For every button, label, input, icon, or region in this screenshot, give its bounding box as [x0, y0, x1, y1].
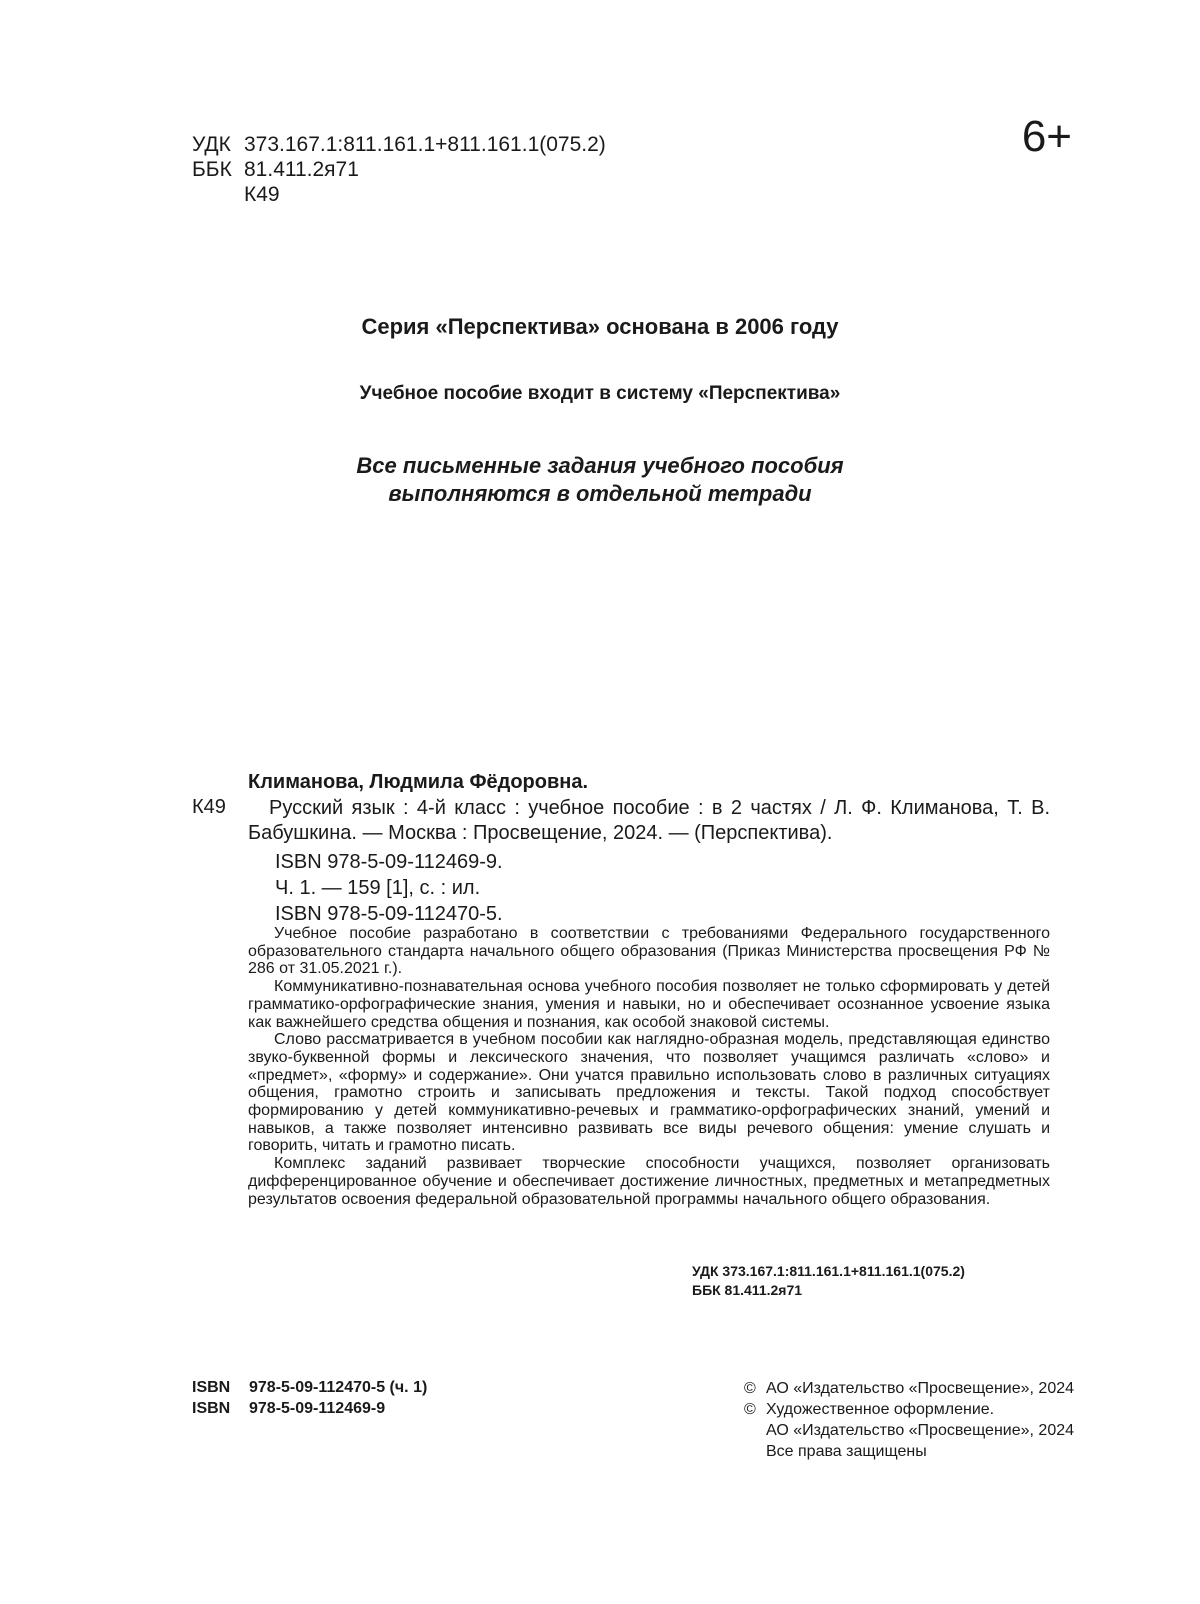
- copyright-symbol: [744, 1420, 766, 1441]
- bbk-code-row: [192, 157, 606, 182]
- isbn-row: [192, 1398, 427, 1419]
- bbk-label: ББК: [192, 158, 232, 181]
- copyright-symbol: [744, 1441, 766, 1462]
- udc-label: УДК: [192, 133, 231, 156]
- copyright-block: [744, 1378, 1074, 1462]
- classification-codes: [192, 132, 606, 207]
- bbk-value: 81.411.2я71: [244, 158, 359, 181]
- bibliographic-record-text: Русский язык : 4-й класс : учебное пособие : в 2 частях / Л. Ф. Климанова, Т. В. Бабушкина. — Москва : Просвещение, 2024. — (Перспектива).: [248, 797, 1050, 844]
- author-cipher-row: [192, 182, 606, 207]
- isbn-lines: [275, 849, 503, 927]
- bbk-summary: ББК 81.411.2я71: [692, 1282, 803, 1298]
- system-line: Учебное пособие входит в систему «Перспектива»: [359, 383, 841, 404]
- author-cipher-label: [192, 182, 244, 207]
- isbn-part: ISBN 978-5-09-112470-5.: [275, 903, 503, 925]
- part-pages: Ч. 1. — 159 [1], с. : ил.: [275, 877, 481, 899]
- copyright-line: [744, 1378, 1074, 1399]
- isbn-label: ISBN: [192, 1379, 231, 1396]
- isbn-label: ISBN: [192, 1400, 231, 1417]
- isbn-value: 978-5-09-112470-5 (ч. 1): [249, 1379, 428, 1396]
- isbn-set: ISBN 978-5-09-112469-9.: [275, 851, 503, 873]
- annotation-paragraph: Учебное пособие разработано в соответствии с требованиями Федерального государственного образовательного стандарта начального общего образования (Приказ Министерства просвещения РФ № 286 от 31.05.2021 г.).: [248, 925, 1050, 978]
- udc-value: 373.167.1:811.161.1+811.161.1(075.2): [244, 133, 606, 156]
- series-line: Серия «Перспектива» основана в 2006 году: [361, 314, 839, 339]
- annotation-paragraph: Слово рассматривается в учебном пособии как наглядно-образная модель, представляющая единство звуко-буквенной формы и лексического значения, что позволяет учащимся различать «слово» и «предмет», «форму» и содержание». Они учатся правильно использовать слово в различных ситуациях общения, грамотно строить и записывать предложения и тексты. Такой подход способствует формированию у детей коммуникативно-речевых и грамматико-орфографических знаний, умений и навыков, а также позволяет интенсивно развивать все виды речевого общения: умение слушать и говорить, читать и грамотно писать.: [248, 1031, 1050, 1155]
- age-rating: 6+: [1021, 112, 1072, 161]
- copyright-line: [744, 1399, 1074, 1420]
- notebook-note-line-2: выполняются в отдельной тетради: [388, 481, 812, 506]
- copyright-text: АО «Издательство «Просвещение», 2024: [766, 1380, 1075, 1397]
- copyright-symbol: ©: [744, 1380, 756, 1397]
- bibliographic-record: [248, 796, 1050, 846]
- isbn-row: [192, 1377, 427, 1398]
- udc-code-row: [192, 132, 606, 157]
- annotation-paragraph: Комплекс заданий развивает творческие способности учащихся, позволяет организовать дифференцированное обучение и обеспечивает достижение личностных, предметных и метапредметных результатов освоения федеральной образовательной программы начального общего образования.: [248, 1155, 1050, 1208]
- copyright-line: [744, 1441, 1074, 1462]
- notebook-note: [0, 452, 1200, 508]
- isbn-value: 978-5-09-112469-9: [249, 1400, 386, 1417]
- author-heading: Климанова, Людмила Фёдоровна.: [248, 771, 589, 793]
- copyright-text: Все права защищены: [766, 1443, 927, 1460]
- copyright-symbol: ©: [744, 1401, 756, 1418]
- isbn-block: [192, 1377, 427, 1419]
- notebook-note-line-1: Все письменные задания учебного пособия: [356, 453, 844, 478]
- annotation-paragraph: Коммуникативно-познавательная основа учебного пособия позволяет не только сформировать у детей грамматико-орфографические знания, умения и навыки, но и обеспечивает осознанное усвоение языка как важнейшего средства общения и познания, как особой знаковой системы.: [248, 978, 1050, 1031]
- copyright-line: [744, 1420, 1074, 1441]
- copyright-text: Художественное оформление.: [766, 1401, 995, 1418]
- udc-summary: УДК 373.167.1:811.161.1+811.161.1(075.2): [692, 1263, 965, 1279]
- author-cipher-value: К49: [244, 183, 280, 206]
- bibliographic-cipher: К49: [192, 796, 226, 818]
- copyright-text: АО «Издательство «Просвещение», 2024: [766, 1422, 1075, 1439]
- classification-summary: [692, 1262, 965, 1300]
- annotation: [248, 925, 1050, 1208]
